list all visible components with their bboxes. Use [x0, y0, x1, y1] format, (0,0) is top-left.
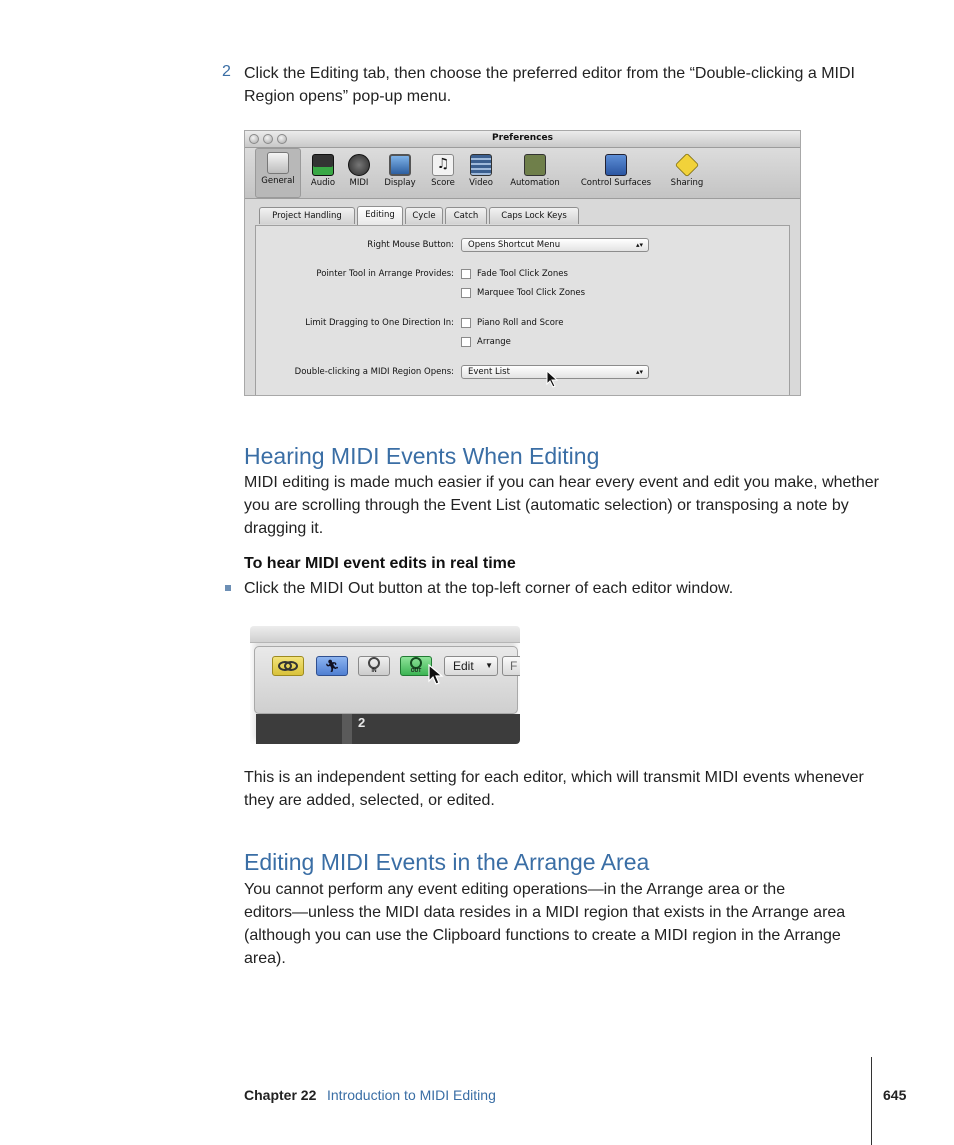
double-click-label: Double-clicking a MIDI Region Opens:	[294, 367, 454, 377]
window-title: Preferences	[492, 133, 553, 143]
catch-button[interactable]	[316, 656, 348, 676]
arrange-label: Arrange	[477, 337, 511, 347]
chevron-down-icon: ▼	[485, 661, 493, 670]
toolbar-video[interactable]	[463, 151, 499, 188]
toolbar-audio[interactable]	[303, 151, 343, 188]
section-heading: Editing MIDI Events in the Arrange Area	[244, 849, 650, 875]
tab-project-handling[interactable]: Project Handling	[259, 207, 355, 224]
toolbar-label: Video	[469, 178, 493, 188]
title-bar	[245, 131, 800, 148]
score-notes-icon: ♫	[432, 154, 454, 176]
tab-caps-lock-keys[interactable]: Caps Lock Keys	[489, 207, 579, 224]
limit-dragging-label: Limit Dragging to One Direction In:	[305, 318, 454, 328]
fade-tool-checkbox[interactable]	[461, 269, 471, 279]
audio-waveform-icon	[312, 154, 334, 176]
footer-divider	[871, 1057, 872, 1145]
edit-menu[interactable]	[444, 656, 498, 676]
midi-in-button[interactable]	[358, 656, 390, 676]
paragraph-line: This is an independent setting for each editor, which will transmit MIDI events whenever	[244, 769, 864, 786]
functions-menu[interactable]	[502, 656, 520, 676]
toolbar-label: Audio	[310, 178, 336, 188]
mouse-pointer-icon	[546, 370, 560, 388]
step-text-line: Region opens” pop-up menu.	[244, 88, 452, 105]
toolbar-label: Display	[384, 178, 416, 188]
section-heading: Hearing MIDI Events When Editing	[244, 443, 600, 469]
toolbar-label: Automation	[510, 178, 560, 188]
midi-out-label: OUT	[410, 668, 422, 674]
general-switch-icon	[267, 152, 289, 174]
tab-cycle[interactable]: Cycle	[405, 207, 443, 224]
video-film-icon	[470, 154, 492, 176]
mouse-pointer-icon	[428, 664, 444, 686]
footer-chapter: Chapter 22	[244, 1087, 317, 1103]
control-surfaces-mixer-icon	[605, 154, 627, 176]
toolbar-label: Control Surfaces	[580, 178, 652, 188]
after-shot-paragraph	[244, 766, 884, 812]
display-monitor-icon	[389, 154, 411, 176]
arrange-checkbox[interactable]	[461, 337, 471, 347]
step-text-line: Click the Editing tab, then choose the preferred editor from the “Double-clicking a MIDI	[244, 65, 855, 82]
section-paragraph	[244, 471, 884, 540]
bullet-marker	[225, 585, 231, 591]
preferences-toolbar	[245, 148, 800, 199]
right-mouse-label: Right Mouse Button:	[367, 240, 454, 250]
paragraph-line: editors—unless the MIDI data resides in a MIDI region that exists in the Arrange area	[244, 904, 846, 921]
piano-roll-checkbox[interactable]	[461, 318, 471, 328]
midi-in-label: IN	[371, 668, 377, 674]
link-icon	[273, 657, 303, 675]
marquee-tool-label: Marquee Tool Click Zones	[477, 288, 586, 298]
paragraph-line: area).	[244, 950, 286, 967]
window-edge	[250, 626, 520, 643]
section-paragraph	[244, 878, 884, 970]
catch-figure-icon: 🏃︎	[324, 659, 340, 673]
marquee-tool-checkbox[interactable]	[461, 288, 471, 298]
pointer-tool-label: Pointer Tool in Arrange Provides:	[316, 269, 454, 279]
toolbar-score[interactable]	[425, 151, 461, 188]
toolbar-sharing[interactable]	[663, 151, 711, 188]
editor-ruler	[256, 714, 520, 744]
tab-catch[interactable]: Catch	[445, 207, 487, 224]
paragraph-line: you are scrolling through the Event List (automatic selection) or transposing a note by	[244, 497, 849, 514]
paragraph-line: dragging it.	[244, 520, 324, 537]
edit-menu-label: Edit	[453, 659, 474, 673]
step-number: 2	[222, 63, 231, 80]
page-number: 645	[883, 1087, 907, 1103]
toolbar-label: General	[261, 176, 295, 186]
paragraph-line: they are added, selected, or edited.	[244, 792, 495, 809]
sharing-sign-icon	[675, 153, 699, 177]
editing-settings-panel	[255, 225, 790, 396]
paragraph-line: MIDI editing is made much easier if you can hear every event and edit you make, whether	[244, 474, 879, 491]
toolbar-display[interactable]	[379, 151, 421, 188]
midi-connector-icon	[348, 154, 370, 176]
double-click-value: Event List	[468, 367, 510, 377]
paragraph-line: (although you can use the Clipboard functions to create a MIDI region in the Arrange	[244, 927, 841, 944]
automation-curve-icon	[524, 154, 546, 176]
functions-menu-label: F	[510, 659, 518, 673]
midi-out-screenshot	[250, 626, 520, 744]
popup-arrows-icon: ▴▾	[635, 368, 643, 376]
popup-arrows-icon: ▴▾	[635, 241, 643, 249]
piano-roll-label: Piano Roll and Score	[477, 318, 564, 328]
bar-number: 2	[358, 715, 366, 730]
footer-chapter-title[interactable]: Introduction to MIDI Editing	[327, 1087, 496, 1103]
paragraph-line: You cannot perform any event editing operations—in the Arrange area or the	[244, 881, 786, 898]
step-text	[244, 62, 884, 108]
link-button[interactable]	[272, 656, 304, 676]
toolbar-general[interactable]	[255, 148, 301, 198]
task-title: To hear MIDI event edits in real time	[244, 555, 516, 572]
right-mouse-popup[interactable]	[461, 238, 649, 252]
toolbar-midi[interactable]	[343, 151, 375, 188]
toolbar-label: Score	[431, 178, 455, 188]
preferences-window-screenshot	[244, 130, 801, 396]
bullet-text: Click the MIDI Out button at the top-left corner of each editor window.	[244, 580, 734, 597]
fade-tool-label: Fade Tool Click Zones	[477, 269, 568, 279]
toolbar-label: Sharing	[670, 178, 704, 188]
toolbar-label: MIDI	[349, 178, 369, 188]
toolbar-automation[interactable]	[503, 151, 567, 188]
tab-editing[interactable]: Editing	[357, 206, 403, 225]
ruler-divider	[342, 714, 352, 744]
toolbar-control-surfaces[interactable]	[573, 151, 659, 188]
right-mouse-value: Opens Shortcut Menu	[468, 240, 561, 250]
